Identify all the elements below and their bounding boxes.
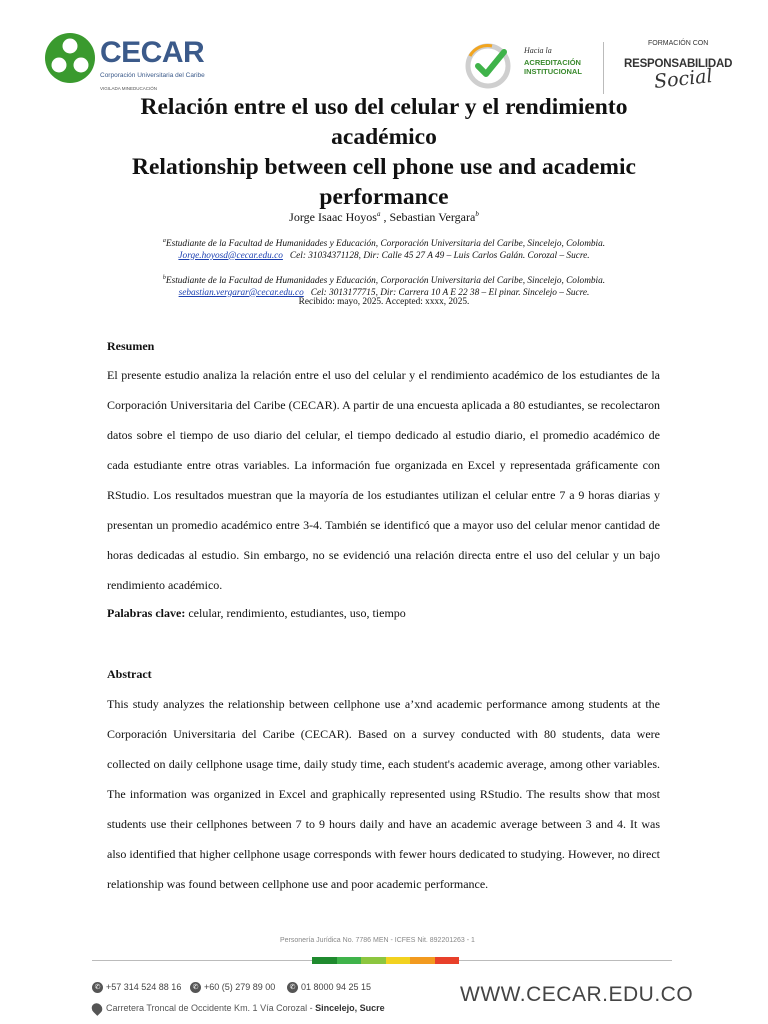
keywords-label: Palabras clave:	[107, 606, 186, 620]
aff1-contact: Cel: 31034371128, Dir: Calle 45 27 A 49 – Luis Carlos Galán. Corozal – Sucre.	[289, 250, 590, 261]
title-spanish: Relación entre el uso del celular y el rendimiento académico	[140, 94, 628, 150]
aff2-sup: b	[162, 275, 166, 281]
whatsapp-icon: ✆	[92, 982, 103, 993]
acreditacion-check-icon	[462, 40, 516, 90]
contact-phone	[190, 982, 275, 993]
address-city: Sincelejo, Sucre	[315, 1003, 385, 1013]
cecar-logo-name: CECAR	[100, 36, 205, 69]
phone-icon: ✆	[287, 982, 298, 993]
aff2-contact: Cel: 3013177715, Dir: Carrera 10 A E 22 38 – El pinar. Sincelejo – Sucre.	[310, 287, 590, 298]
authors-line	[0, 210, 768, 225]
color-segment	[361, 957, 386, 964]
cecar-emblem-icon	[44, 32, 96, 84]
personeria-juridica: Personería Jurídica No. 7786 MEN - ICFES Nit. 892201263 - 1	[280, 937, 475, 944]
author-2: Sebastian Vergara	[389, 210, 476, 224]
resumen-paragraph: El presente estudio analiza la relación entre el uso del celular y el rendimiento académico de los estudiantes de la Corporación Universitaria del Caribe (CECAR). A partir de una encuesta aplicada a 80 estudiantes, se recolectaron datos sobre el tiempo de uso diario del celular, el tiempo dedicado al estudio diario, el promedio académico de cada estudiante entre otras variables. La información fue organizada en Excel y representada gráficamente con RStudio. Los resultados muestran que la mayoría de los estudiantes utilizan el celular entre 7 a 9 horas diarias y presentan un promedio académico entre 3-4. También se identificó que a mayor uso del celular menor cantidad de horas dedicadas al estudio. Sin embargo, no se evidenció una relación directa entre el uso del celular y un bajo rendimiento académico.	[107, 368, 660, 592]
keywords-value: celular, rendimiento, estudiantes, uso, tiempo	[185, 606, 406, 620]
acreditacion-line1: Hacia la	[524, 46, 552, 55]
keywords-line	[107, 606, 406, 621]
aff2-email-link[interactable]: sebastian.vergarar@cecar.edu.co	[178, 287, 304, 298]
resp-line3: Social	[653, 64, 714, 94]
contact-tollfree	[287, 982, 371, 993]
author-1-sup: a	[376, 210, 381, 218]
abstract-paragraph: This study analyzes the relationship between cellphone use a’xnd academic performance among students at the Corporación Universitaria del Caribe (CECAR). Based on a survey conducted with 80 students, data were collected on daily cellphone usage time, daily study time, each student's academic average, among other variables. The information was organized in Excel and graphically represented using RStudio. The results show that most students use their cellphones between 7 to 9 hours daily and have an academic average between 3 and 4. It was also identified that higher cellphone usage corresponds with fewer hours dedicated to studying. However, no direct relationship was found between cellphone use and poor academic performance.	[107, 697, 660, 891]
affiliation-1	[0, 236, 768, 262]
cecar-vigilada: VIGILADA MINEDUCACIÓN	[100, 86, 158, 91]
resp-line1: FORMACIÓN CON	[648, 40, 709, 47]
header-divider	[603, 42, 604, 94]
aff1-sup: a	[162, 238, 166, 244]
resumen-heading: Resumen	[107, 339, 155, 353]
acreditacion-line2: ACREDITACIÓN	[524, 58, 581, 67]
title-english: Relationship between cell phone use and academic performance	[132, 154, 636, 210]
author-2-sup: b	[475, 210, 479, 218]
cecar-logo	[44, 32, 214, 94]
footer-address	[92, 1003, 385, 1014]
author-separator: ,	[380, 210, 390, 224]
website-url[interactable]: WWW.CECAR.EDU.CO	[460, 983, 694, 1006]
acreditacion-logo	[462, 38, 592, 88]
color-segment	[386, 957, 411, 964]
cecar-logo-subtitle: Corporación Universitaria del Caribe	[100, 72, 205, 79]
color-segment	[312, 957, 337, 964]
phone-icon: ✆	[190, 982, 201, 993]
author-1: Jorge Isaac Hoyos	[289, 210, 377, 224]
aff2-text: Estudiante de la Facultad de Humanidades y Educación, Corporación Universitaria del Caribe, Sincelejo, Colombia.	[165, 276, 606, 287]
abstract-heading: Abstract	[107, 667, 152, 681]
footer-color-bar	[312, 957, 459, 964]
phone-1: +57 314 524 88 16	[106, 982, 182, 992]
aff1-text: Estudiante de la Facultad de Humanidades y Educación, Corporación Universitaria del Caribe, Sincelejo, Colombia.	[165, 239, 606, 250]
acreditacion-line3: INSTITUCIONAL	[524, 67, 582, 76]
aff1-email-link[interactable]: Jorge.hoyosd@cecar.edu.co	[178, 250, 283, 261]
affiliation-2	[0, 273, 768, 299]
color-segment	[410, 957, 435, 964]
address-main: Carretera Troncal de Occidente Km. 1 Vía Corozal -	[106, 1003, 316, 1013]
location-pin-icon	[90, 1001, 105, 1016]
phone-2: +60 (5) 279 89 00	[204, 982, 276, 992]
phone-3: 01 8000 94 25 15	[301, 982, 372, 992]
resp-line2: RESPONSABILIDAD	[624, 58, 733, 70]
contact-whatsapp	[92, 982, 181, 993]
color-segment	[435, 957, 460, 964]
responsabilidad-social-logo	[618, 40, 738, 96]
received-accepted-dates: Recibido: mayo, 2025. Accepted: xxxx, 2025.	[298, 297, 470, 307]
color-segment	[337, 957, 362, 964]
